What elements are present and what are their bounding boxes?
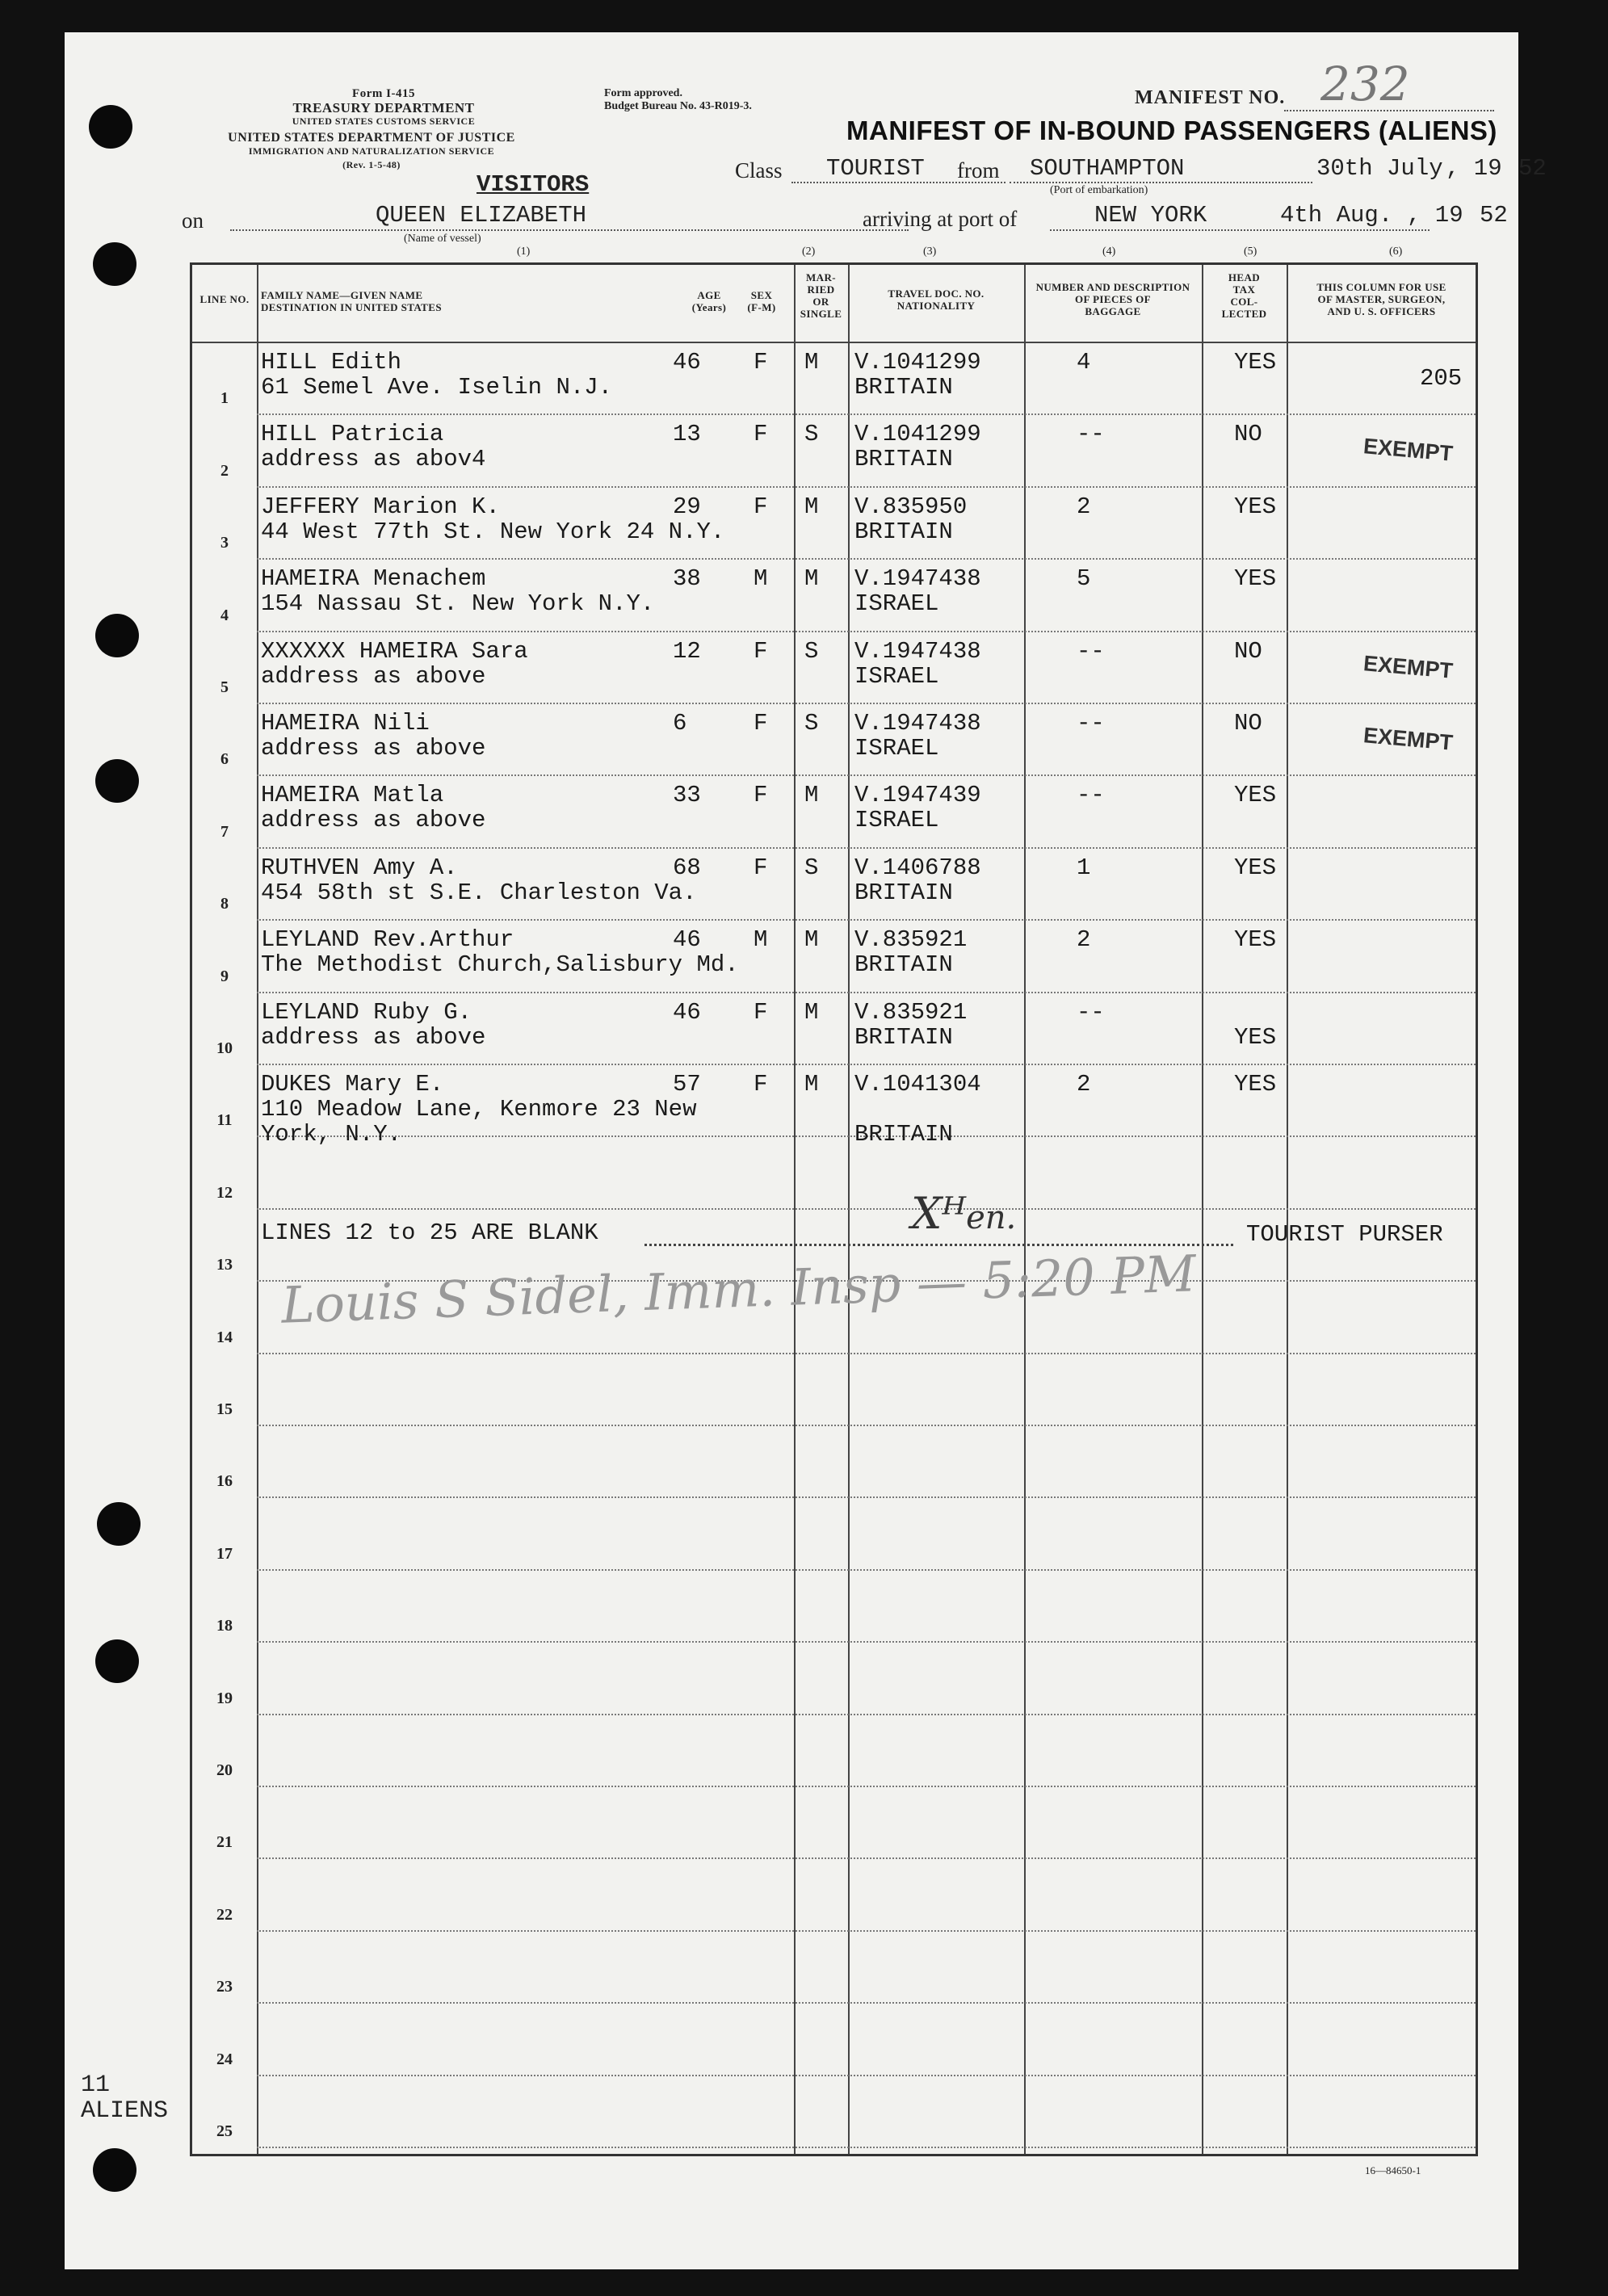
line-number: 1 bbox=[220, 389, 229, 408]
manifest-page bbox=[65, 32, 1547, 2269]
colhead-text: LINE NO. bbox=[199, 293, 250, 305]
marital-status: M bbox=[804, 493, 819, 520]
passenger-sex: F bbox=[754, 421, 768, 448]
colhead-baggage bbox=[1024, 281, 1202, 317]
head-tax: YES bbox=[1234, 854, 1277, 881]
colhead-text: RIED bbox=[807, 283, 835, 296]
colhead-name bbox=[261, 289, 519, 313]
head-tax: YES bbox=[1234, 782, 1277, 809]
passenger-age: 57 bbox=[673, 1071, 701, 1098]
head-tax: YES bbox=[1234, 349, 1277, 376]
line-number: 6 bbox=[220, 750, 229, 769]
page-title: MANIFEST OF IN-BOUND PASSENGERS (ALIENS) bbox=[846, 115, 1497, 145]
colhead-text: TAX bbox=[1232, 283, 1256, 296]
punch-hole bbox=[97, 1502, 141, 1546]
baggage-count: 5 bbox=[1077, 565, 1091, 593]
arrival-port: NEW YORK bbox=[1094, 202, 1207, 229]
colhead-text: OF PIECES OF bbox=[1075, 293, 1151, 305]
head-tax: NO bbox=[1234, 710, 1262, 737]
colhead-text: AGE bbox=[697, 289, 721, 301]
line-number: 10 bbox=[216, 1039, 233, 1057]
travel-doc-no: V.835950 bbox=[854, 493, 968, 520]
head-tax: YES bbox=[1234, 493, 1277, 520]
marital-status: S bbox=[804, 854, 819, 881]
row-separator bbox=[257, 1353, 1476, 1354]
row-separator bbox=[257, 631, 1476, 632]
marital-status: S bbox=[804, 421, 819, 448]
port-underline bbox=[1010, 182, 1312, 183]
passenger-destination: 154 Nassau St. New York N.Y. bbox=[261, 590, 655, 618]
form-block bbox=[250, 87, 517, 128]
nationality: BRITAIN bbox=[854, 446, 953, 473]
row-separator bbox=[257, 1857, 1476, 1859]
passenger-sex: M bbox=[754, 565, 768, 593]
passenger-destination: address as abov4 bbox=[261, 446, 486, 473]
col3-caption: (3) bbox=[923, 246, 937, 258]
line-number: 18 bbox=[216, 1617, 233, 1635]
aliens-label: ALIENS bbox=[81, 2097, 169, 2125]
class-value: TOURIST bbox=[826, 155, 925, 182]
departure-year-prefix: , 19 bbox=[1446, 155, 1502, 182]
passenger-destination: address as above bbox=[261, 662, 486, 690]
passenger-sex: F bbox=[754, 998, 768, 1026]
travel-doc-no: V.1947438 bbox=[854, 565, 981, 593]
row-separator bbox=[257, 558, 1476, 560]
passenger-name: HAMEIRA Matla bbox=[261, 782, 444, 809]
row-separator bbox=[257, 1064, 1476, 1065]
passenger-destination: The Methodist Church,Salisbury Md. bbox=[261, 951, 739, 979]
punch-hole bbox=[95, 614, 139, 657]
col1-caption: (1) bbox=[517, 246, 531, 258]
line-number: 8 bbox=[220, 895, 229, 913]
passenger-destination: 110 Meadow Lane, Kenmore 23 New bbox=[261, 1096, 697, 1123]
nationality: ISRAEL bbox=[854, 662, 939, 690]
passenger-age: 13 bbox=[673, 421, 701, 448]
vessel-caption: (Name of vessel) bbox=[404, 233, 481, 245]
officer-note: 205 bbox=[1420, 365, 1463, 392]
aliens-count: 11 bbox=[81, 2071, 111, 2099]
passenger-name: HILL Patricia bbox=[261, 421, 444, 448]
colhead-text: SEX bbox=[750, 289, 773, 301]
vessel-underline bbox=[230, 229, 909, 231]
colhead-text: NATIONALITY bbox=[896, 300, 976, 312]
arriving-label: arriving at port of bbox=[863, 207, 1018, 231]
vessel-name: QUEEN ELIZABETH bbox=[376, 202, 587, 229]
colhead-text: LECTED bbox=[1221, 308, 1267, 320]
passenger-sex: F bbox=[754, 710, 768, 737]
baggage-count: 2 bbox=[1077, 926, 1091, 954]
nationality: ISRAEL bbox=[854, 735, 939, 762]
doj-block bbox=[178, 131, 565, 172]
col2-caption: (2) bbox=[802, 246, 816, 258]
colhead-text: FAMILY NAME—GIVEN NAME bbox=[261, 289, 423, 301]
purser-handwriting: Xᴴen. bbox=[911, 1188, 1017, 1239]
passenger-age: 38 bbox=[673, 565, 701, 593]
nationality: BRITAIN bbox=[854, 951, 953, 979]
head-tax: YES bbox=[1234, 1023, 1277, 1051]
row-separator bbox=[257, 774, 1476, 776]
baggage-count: -- bbox=[1077, 421, 1105, 448]
passenger-sex: F bbox=[754, 854, 768, 881]
travel-doc-no: V.1041299 bbox=[854, 349, 981, 376]
passenger-table bbox=[190, 262, 1478, 2156]
embark-port: SOUTHAMPTON bbox=[1030, 155, 1185, 182]
head-tax: NO bbox=[1234, 421, 1262, 448]
passenger-sex: M bbox=[754, 926, 768, 954]
form-code: 16—84650-1 bbox=[1365, 2164, 1421, 2176]
colhead-text: TRAVEL DOC. NO. bbox=[888, 288, 985, 300]
row-separator bbox=[257, 2147, 1476, 2148]
colhead-text: OR bbox=[812, 296, 829, 308]
passenger-sex: F bbox=[754, 1071, 768, 1098]
passenger-destination: 454 58th st S.E. Charleston Va. bbox=[261, 879, 697, 906]
row-separator bbox=[257, 919, 1476, 921]
line-number: 13 bbox=[216, 1256, 233, 1274]
punch-hole bbox=[89, 105, 132, 149]
baggage-count: 1 bbox=[1077, 854, 1091, 881]
passenger-destination: 44 West 77th St. New York 24 N.Y. bbox=[261, 518, 725, 545]
colhead-text: SINGLE bbox=[800, 308, 842, 320]
travel-doc-no: V.1041304 bbox=[854, 1071, 981, 1098]
line-number: 19 bbox=[216, 1689, 233, 1707]
passenger-name: XXXXXX HAMEIRA Sara bbox=[261, 637, 528, 665]
row-separator bbox=[257, 2002, 1476, 2004]
travel-doc-no: V.835921 bbox=[854, 998, 968, 1026]
marital-status: M bbox=[804, 565, 819, 593]
port-caption: (Port of embarkation) bbox=[1050, 184, 1148, 196]
marital-status: M bbox=[804, 998, 819, 1026]
nationality: BRITAIN bbox=[854, 374, 953, 401]
colhead-text: MAR- bbox=[806, 271, 836, 283]
row-separator bbox=[257, 1425, 1476, 1426]
passenger-destination: address as above bbox=[261, 1023, 486, 1051]
passenger-name: HAMEIRA Menachem bbox=[261, 565, 486, 593]
passenger-destination: address as above bbox=[261, 807, 486, 834]
passenger-sex: F bbox=[754, 493, 768, 520]
row-separator bbox=[257, 703, 1476, 704]
blank-lines-note: LINES 12 to 25 ARE BLANK bbox=[261, 1219, 598, 1246]
row-separator bbox=[257, 1786, 1476, 1787]
nationality: BRITAIN bbox=[854, 879, 953, 906]
exempt-stamp: EXEMPT bbox=[1362, 723, 1455, 755]
passenger-sex: F bbox=[754, 782, 768, 809]
row-separator bbox=[257, 1569, 1476, 1571]
nationality: ISRAEL bbox=[854, 590, 939, 618]
travel-doc-no: V.835921 bbox=[854, 926, 968, 954]
nationality: BRITAIN bbox=[854, 1121, 953, 1148]
travel-doc-no: V.1041299 bbox=[854, 421, 981, 448]
passenger-age: 46 bbox=[673, 926, 701, 954]
baggage-count: -- bbox=[1077, 782, 1105, 809]
line-number: 20 bbox=[216, 1761, 233, 1779]
passenger-destination: address as above bbox=[261, 735, 486, 762]
marital-status: M bbox=[804, 1071, 819, 1098]
baggage-count: -- bbox=[1077, 637, 1105, 665]
punch-hole bbox=[95, 1639, 139, 1683]
treasury-dept: TREASURY DEPARTMENT bbox=[292, 100, 475, 115]
passenger-name: JEFFERY Marion K. bbox=[261, 493, 500, 520]
header-divider bbox=[192, 342, 1476, 343]
colhead-travel-doc bbox=[848, 288, 1024, 312]
from-label: from bbox=[957, 158, 1000, 183]
departure-date: 30th July bbox=[1316, 155, 1443, 182]
colhead-head-tax bbox=[1202, 271, 1287, 320]
baggage-count: -- bbox=[1077, 710, 1105, 737]
colhead-line-no bbox=[192, 293, 257, 305]
passenger-destination: 61 Semel Ave. Iselin N.J. bbox=[261, 374, 613, 401]
baggage-count: -- bbox=[1077, 998, 1105, 1026]
travel-doc-no: V.1406788 bbox=[854, 854, 981, 881]
manifest-no-label: MANIFEST NO. bbox=[1135, 87, 1286, 108]
passenger-destination-2: York, N.Y. bbox=[261, 1121, 402, 1148]
passenger-name: HILL Edith bbox=[261, 349, 402, 376]
punch-hole bbox=[95, 759, 139, 803]
passenger-sex: F bbox=[754, 349, 768, 376]
line-number: 23 bbox=[216, 1978, 233, 1996]
ins-title: IMMIGRATION AND NATURALIZATION SERVICE bbox=[248, 145, 495, 157]
passenger-sex: F bbox=[754, 637, 768, 665]
departure-year: 52 bbox=[1518, 155, 1547, 182]
marital-status: M bbox=[804, 782, 819, 809]
row-separator bbox=[257, 1930, 1476, 1932]
colhead-text: (F-M) bbox=[747, 301, 776, 313]
approval-block bbox=[604, 87, 752, 113]
head-tax: YES bbox=[1234, 565, 1277, 593]
line-number: 4 bbox=[220, 606, 229, 624]
arrival-year: 52 bbox=[1480, 202, 1508, 229]
row-separator bbox=[257, 413, 1476, 415]
inspector-signature: Louis S Sidel, Imm. Insp — 5:20 PM bbox=[280, 1244, 1197, 1335]
line-number: 25 bbox=[216, 2122, 233, 2140]
approval-line: Form approved. bbox=[604, 87, 682, 99]
row-separator bbox=[257, 847, 1476, 849]
colhead-text: THIS COLUMN FOR USE bbox=[1316, 281, 1446, 293]
passenger-name: DUKES Mary E. bbox=[261, 1071, 444, 1098]
line-number: 22 bbox=[216, 1905, 233, 1924]
head-tax: YES bbox=[1234, 926, 1277, 954]
row-separator bbox=[257, 2075, 1476, 2076]
colhead-officers bbox=[1287, 281, 1476, 317]
colhead-text: DESTINATION IN UNITED STATES bbox=[261, 301, 442, 313]
line-number: 12 bbox=[216, 1183, 233, 1202]
passenger-age: 46 bbox=[673, 998, 701, 1026]
head-tax: YES bbox=[1234, 1071, 1277, 1098]
baggage-count: 2 bbox=[1077, 493, 1091, 520]
punch-hole bbox=[93, 2148, 136, 2192]
marital-status: S bbox=[804, 637, 819, 665]
row-separator bbox=[257, 1641, 1476, 1643]
colhead-text: NUMBER AND DESCRIPTION bbox=[1035, 281, 1190, 293]
colhead-sex bbox=[729, 289, 794, 313]
passenger-age: 29 bbox=[673, 493, 701, 520]
marital-status: S bbox=[804, 710, 819, 737]
doj-title: UNITED STATES DEPARTMENT OF JUSTICE bbox=[228, 131, 515, 145]
budget-line: Budget Bureau No. 43-R019-3. bbox=[604, 100, 752, 112]
baggage-count: 4 bbox=[1077, 349, 1091, 376]
colhead-text: OF MASTER, SURGEON, bbox=[1317, 293, 1446, 305]
class-label: Class bbox=[735, 158, 783, 183]
passenger-name: RUTHVEN Amy A. bbox=[261, 854, 458, 881]
line-number: 17 bbox=[216, 1544, 233, 1563]
colhead-text: COL- bbox=[1230, 296, 1258, 308]
purser-signature: TOURIST PURSER bbox=[1246, 1221, 1443, 1248]
manifest-no-handwritten: 232 bbox=[1320, 57, 1410, 111]
row-separator bbox=[257, 1496, 1476, 1498]
travel-doc-no: V.1947439 bbox=[854, 782, 981, 809]
passenger-name: HAMEIRA Nili bbox=[261, 710, 430, 737]
exempt-stamp: EXEMPT bbox=[1362, 434, 1455, 467]
travel-doc-no: V.1947438 bbox=[854, 710, 981, 737]
marital-status: M bbox=[804, 926, 819, 954]
arrival-year-prefix: , 19 bbox=[1407, 202, 1463, 229]
nationality: ISRAEL bbox=[854, 807, 939, 834]
line-number: 9 bbox=[220, 967, 229, 985]
visitors-label: VISITORS bbox=[477, 171, 590, 198]
colhead-text: AND U. S. OFFICERS bbox=[1327, 305, 1436, 317]
passenger-age: 6 bbox=[673, 710, 687, 737]
colhead-text: HEAD bbox=[1228, 271, 1261, 283]
line-number: 11 bbox=[216, 1111, 233, 1130]
passenger-age: 33 bbox=[673, 782, 701, 809]
line-number: 5 bbox=[220, 678, 229, 696]
arrival-date: 4th Aug. bbox=[1280, 202, 1393, 229]
revision: (Rev. 1-5-48) bbox=[342, 159, 401, 170]
col6-caption: (6) bbox=[1389, 246, 1403, 258]
col5-caption: (5) bbox=[1244, 246, 1257, 258]
colhead-text: (Years) bbox=[691, 301, 727, 313]
passenger-name: LEYLAND Rev.Arthur bbox=[261, 926, 514, 954]
exempt-stamp: EXEMPT bbox=[1362, 650, 1455, 683]
row-separator bbox=[257, 992, 1476, 993]
head-tax: NO bbox=[1234, 637, 1262, 665]
line-number: 3 bbox=[220, 534, 229, 552]
line-number: 2 bbox=[220, 461, 229, 480]
row-separator bbox=[257, 486, 1476, 488]
row-separator bbox=[257, 1208, 1476, 1210]
col4-caption: (4) bbox=[1102, 246, 1116, 258]
passenger-age: 12 bbox=[673, 637, 701, 665]
line-number: 14 bbox=[216, 1328, 233, 1346]
colhead-text: BAGGAGE bbox=[1085, 305, 1141, 317]
on-label: on bbox=[182, 208, 204, 233]
nationality: BRITAIN bbox=[854, 1023, 953, 1051]
passenger-age: 68 bbox=[673, 854, 701, 881]
travel-doc-no: V.1947438 bbox=[854, 637, 981, 665]
line-number: 24 bbox=[216, 2050, 233, 2068]
baggage-count: 2 bbox=[1077, 1071, 1091, 1098]
arrival-underline bbox=[1050, 229, 1430, 231]
passenger-name: LEYLAND Ruby G. bbox=[261, 998, 472, 1026]
line-number: 15 bbox=[216, 1400, 233, 1418]
nationality: BRITAIN bbox=[854, 518, 953, 545]
line-number: 7 bbox=[220, 822, 229, 841]
passenger-age: 46 bbox=[673, 349, 701, 376]
line-number: 16 bbox=[216, 1472, 233, 1491]
punch-hole bbox=[93, 242, 136, 286]
colhead-married bbox=[794, 271, 848, 320]
row-separator bbox=[257, 1714, 1476, 1715]
form-number: Form I-415 bbox=[352, 87, 415, 100]
marital-status: M bbox=[804, 349, 819, 376]
line-number: 21 bbox=[216, 1833, 233, 1852]
customs-service: UNITED STATES CUSTOMS SERVICE bbox=[292, 115, 476, 127]
